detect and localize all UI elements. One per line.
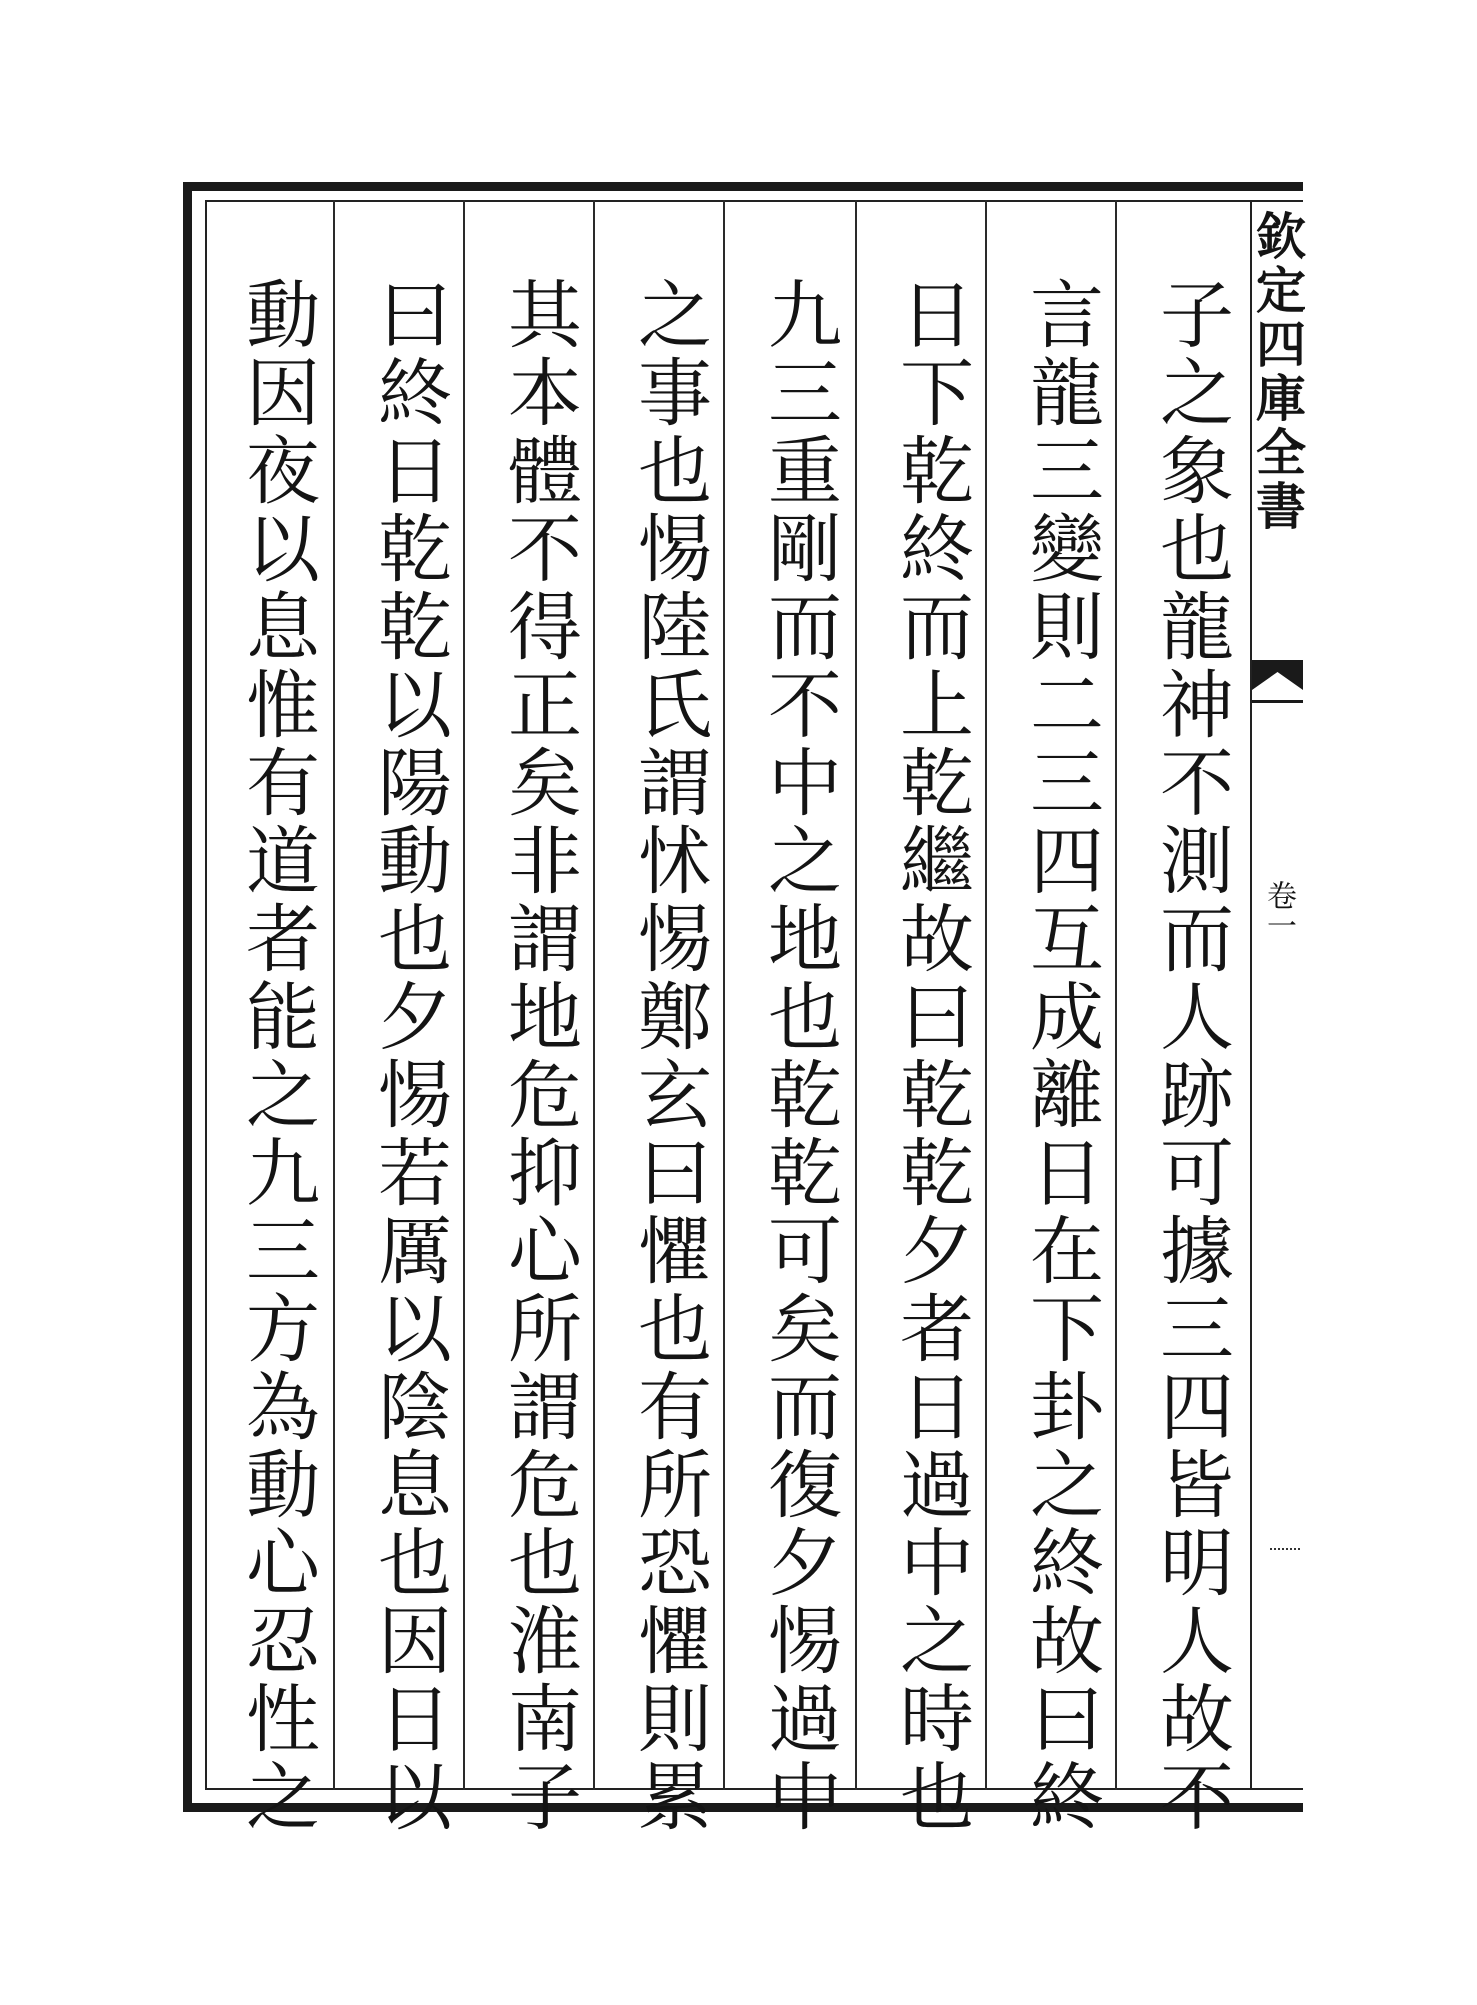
text-column-6: 其本體不得正矣非謂地危抑心所謂危也淮南子	[496, 276, 582, 1836]
text-column-7: 曰終日乾乾以陽動也夕惕若厲以陰息也因日以	[366, 276, 452, 1836]
volume-label: 卷一	[1261, 880, 1296, 940]
margin-dots	[1270, 1548, 1300, 1556]
text-column-5: 之事也惕陸氏謂怵惕鄭玄曰懼也有所恐懼則累	[626, 276, 712, 1836]
text-column-8: 動因夜以息惟有道者能之九三方為動心忍性之	[234, 276, 320, 1836]
column-rule	[855, 200, 857, 1790]
book-title: 欽定四庫全書	[1248, 210, 1307, 534]
fishtail-rule	[1252, 700, 1303, 703]
text-column-4: 九三重剛而不中之地也乾乾可矣而復夕惕過中	[756, 276, 842, 1836]
text-column-2: 言龍三變則二三四互成離日在下卦之終故曰終	[1018, 276, 1104, 1836]
column-rule	[333, 200, 335, 1790]
text-column-3: 日下乾終而上乾繼故曰乾乾夕者日過中之時也	[888, 276, 974, 1836]
text-column-1: 子之象也龍神不測而人跡可據三四皆明人故不	[1148, 276, 1234, 1836]
